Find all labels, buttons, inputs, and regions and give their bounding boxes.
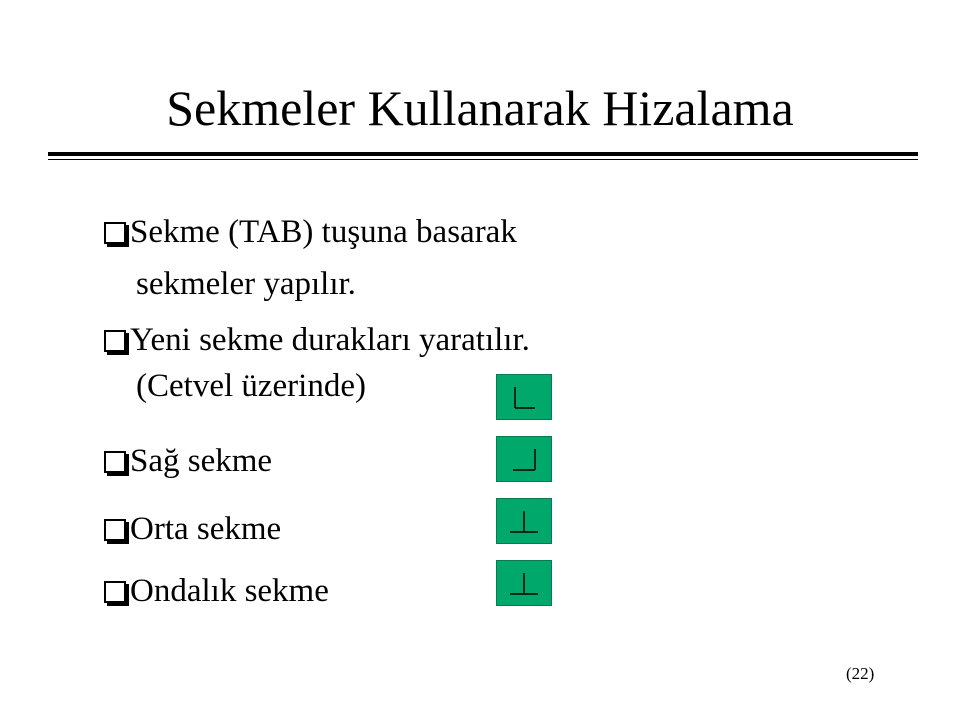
bullet-text: Orta sekme [130, 511, 282, 547]
bullet-item-1-continuation [136, 264, 356, 304]
title-divider-thin [48, 159, 918, 160]
checkbox-bullet-icon [104, 330, 126, 352]
right-tab-stop-icon [496, 436, 552, 482]
bullet-text: (Cetvel üzerinde) [136, 368, 366, 404]
bullet-text: Yeni sekme durakları yaratılır. [130, 322, 530, 358]
bullet-text: Sekme (TAB) tuşuna basarak [130, 214, 517, 250]
bullet-item-4 [104, 509, 281, 549]
bullet-text: Ondalık sekme [130, 573, 329, 609]
bullet-item-3 [104, 441, 272, 481]
slide-title [0, 78, 960, 138]
bullet-item-1 [104, 212, 517, 252]
decimal-tab-stop-icon [496, 560, 552, 606]
checkbox-bullet-icon [104, 519, 126, 541]
bullet-item-5 [104, 571, 329, 611]
checkbox-bullet-icon [104, 581, 126, 603]
bullet-item-2-continuation [136, 366, 366, 406]
center-tab-stop-icon [496, 498, 552, 544]
left-tab-stop-icon [496, 374, 552, 420]
bullet-text: Sağ sekme [130, 443, 273, 479]
bullet-text: sekmeler yapılır. [136, 266, 356, 302]
checkbox-bullet-icon [104, 451, 126, 473]
slide-title-text: Sekmeler Kullanarak Hizalama [166, 80, 794, 136]
bullet-item-2 [104, 320, 530, 360]
checkbox-bullet-icon [104, 222, 126, 244]
title-divider-thick [48, 152, 918, 156]
page-number: (22) [846, 664, 875, 683]
